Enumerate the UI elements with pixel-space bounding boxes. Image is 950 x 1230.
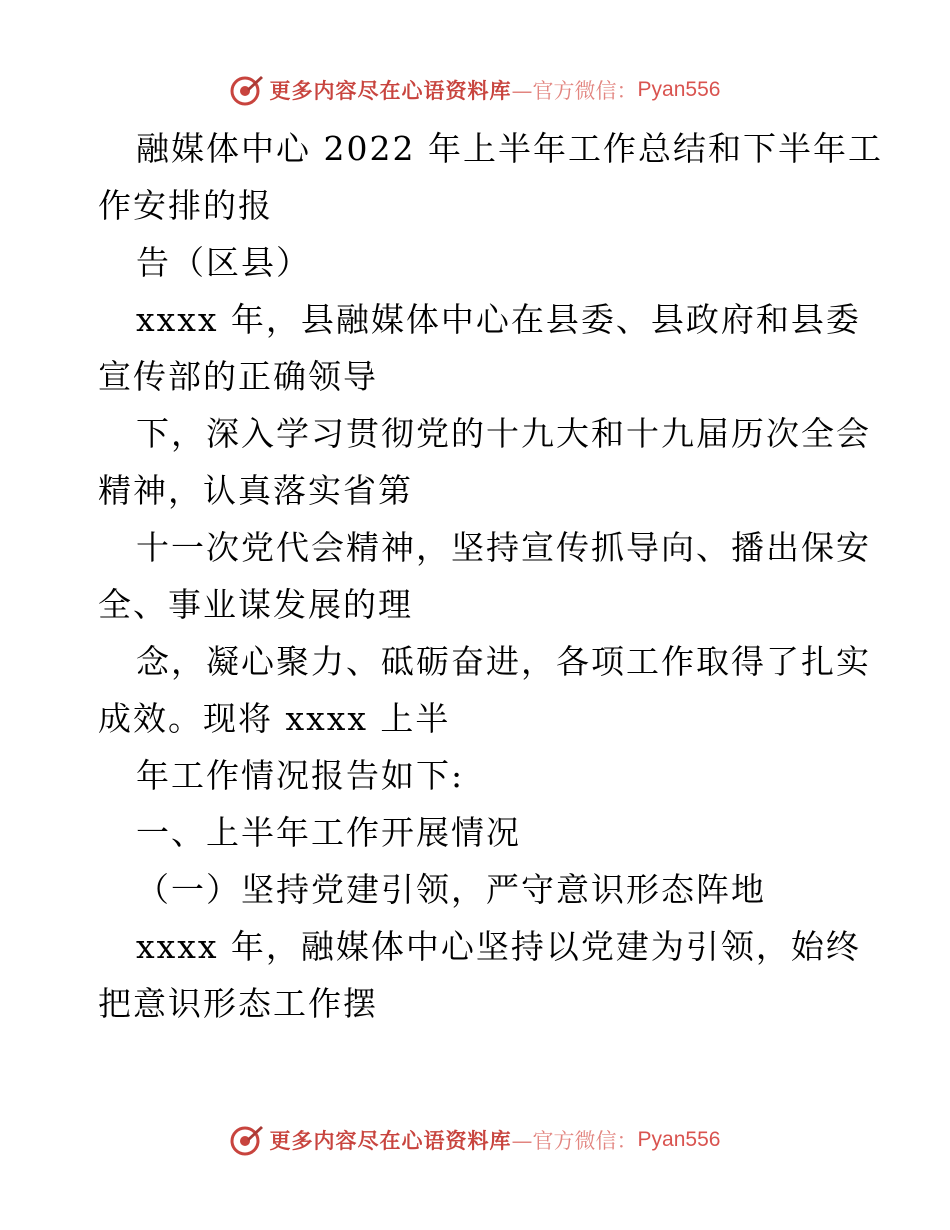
paragraph-line: 把意识形态工作摆 xyxy=(98,984,378,1023)
section-heading: 一、上半年工作开展情况 xyxy=(136,813,521,852)
paragraph-line: 成效。现将 xxxx 上半 xyxy=(98,699,451,738)
paragraph-line: xxxx 年，县融媒体中心在县委、县政府和县委 xyxy=(136,300,861,339)
title-line-3: 告（区县） xyxy=(136,243,311,282)
watermark-wechat-id: Pyan556 xyxy=(637,78,721,101)
paragraph-line: 年工作情况报告如下: xyxy=(136,756,465,795)
paragraph-line: 全、事业谋发展的理 xyxy=(98,585,413,624)
paragraph-line: 精神，认真落实省第 xyxy=(98,471,413,510)
watermark-separator: —官方微信： xyxy=(511,79,638,103)
watermark-header xyxy=(0,70,950,110)
watermark-text: 更多内容尽在心语资料库 xyxy=(269,1128,512,1153)
subsection-heading: （一）坚持党建引领，严守意识形态阵地 xyxy=(136,870,766,909)
paragraph-line: 宣传部的正确领导 xyxy=(98,357,378,396)
watermark-footer xyxy=(0,1120,950,1160)
paragraph-line: 十一次党代会精神，坚持宣传抓导向、播出保安 xyxy=(136,528,871,567)
watermark-text: 更多内容尽在心语资料库 xyxy=(269,78,512,103)
watermark-separator: —官方微信： xyxy=(511,1129,638,1153)
paragraph-line: xxxx 年，融媒体中心坚持以党建为引领，始终 xyxy=(136,927,861,966)
pen-logo-icon xyxy=(230,73,264,107)
paragraph-line: 下，深入学习贯彻党的十九大和十九届历次全会 xyxy=(136,414,871,453)
title-line-2: 作安排的报 xyxy=(98,186,273,225)
paragraph-line: 念，凝心聚力、砥砺奋进，各项工作取得了扎实 xyxy=(136,642,871,681)
pen-logo-icon xyxy=(230,1123,264,1157)
document-body xyxy=(98,120,883,1032)
watermark-wechat-id: Pyan556 xyxy=(637,1128,721,1151)
title-line-1: 融媒体中心 2022 年上半年工作总结和下半年工 xyxy=(136,129,883,168)
